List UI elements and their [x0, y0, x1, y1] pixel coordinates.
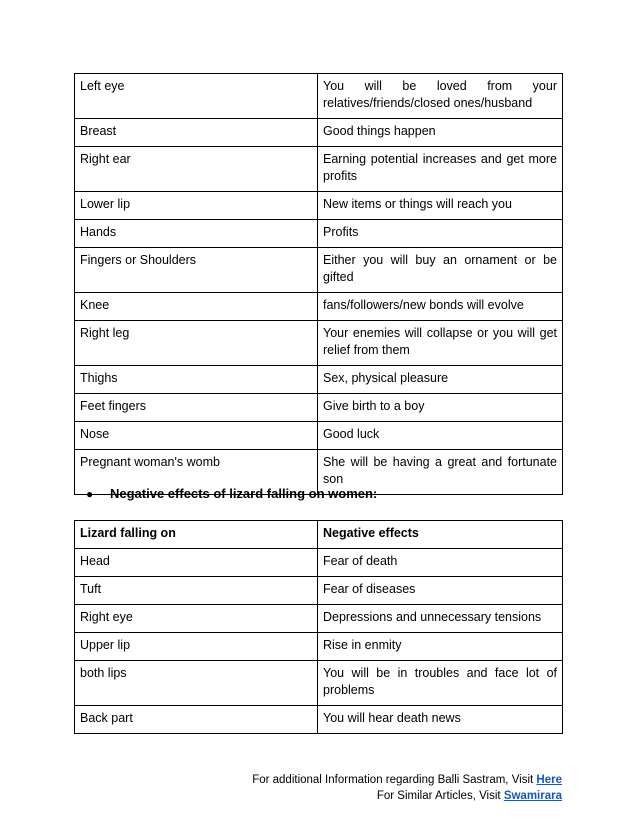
- column-header: Negative effects: [318, 521, 563, 549]
- effect-cell: She will be having a great and fortunate son: [318, 450, 563, 495]
- effect-cell: You will be in troubles and face lot of problems: [318, 661, 563, 706]
- footer-line-info: [252, 772, 562, 788]
- effect-cell: Sex, physical pleasure: [318, 366, 563, 394]
- table-row: [75, 706, 563, 734]
- effect-cell: Your enemies will collapse or you will get relief from them: [318, 321, 563, 366]
- effect-cell: Either you will buy an ornament or be gifted: [318, 248, 563, 293]
- effect-cell: New items or things will reach you: [318, 192, 563, 220]
- body-part-cell: Pregnant woman's womb: [75, 450, 318, 495]
- section-heading: [86, 485, 377, 503]
- body-part-cell: Hands: [75, 220, 318, 248]
- body-part-cell: Right eye: [75, 605, 318, 633]
- table-row: [75, 633, 563, 661]
- body-part-cell: Breast: [75, 119, 318, 147]
- effect-cell: Depressions and unnecessary tensions: [318, 605, 563, 633]
- body-part-cell: Fingers or Shoulders: [75, 248, 318, 293]
- here-link[interactable]: Here: [536, 774, 562, 786]
- footer: [252, 772, 562, 804]
- footer-articles-text: For Similar Articles, Visit: [376, 790, 504, 802]
- effect-cell: Rise in enmity: [318, 633, 563, 661]
- effect-cell: Give birth to a boy: [318, 394, 563, 422]
- body-part-cell: both lips: [75, 661, 318, 706]
- table-row: [75, 422, 563, 450]
- table-row: [75, 661, 563, 706]
- body-part-cell: Lower lip: [75, 192, 318, 220]
- table-row: [75, 394, 563, 422]
- effect-cell: Fear of diseases: [318, 577, 563, 605]
- body-part-cell: Thighs: [75, 366, 318, 394]
- table-row: [75, 321, 563, 366]
- body-part-cell: Left eye: [75, 74, 318, 119]
- effect-cell: Good things happen: [318, 119, 563, 147]
- body-part-cell: Right leg: [75, 321, 318, 366]
- table-row: [75, 74, 563, 119]
- section-heading-text: Negative effects of lizard falling on women:: [110, 486, 378, 501]
- body-part-cell: Knee: [75, 293, 318, 321]
- table-row: [75, 119, 563, 147]
- table-row: [75, 366, 563, 394]
- body-part-cell: Feet fingers: [75, 394, 318, 422]
- table-row: [75, 147, 563, 192]
- table-row: [75, 577, 563, 605]
- table-row: [75, 293, 563, 321]
- table-row: [75, 248, 563, 293]
- effect-cell: Fear of death: [318, 549, 563, 577]
- negative-effects-table: [74, 520, 563, 734]
- table-header-row: [75, 521, 563, 549]
- footer-line-articles: [252, 788, 562, 804]
- body-part-cell: Head: [75, 549, 318, 577]
- effect-cell: Earning potential increases and get more profits: [318, 147, 563, 192]
- table-row: [75, 220, 563, 248]
- effect-cell: You will hear death news: [318, 706, 563, 734]
- body-part-cell: Nose: [75, 422, 318, 450]
- effect-cell: Good luck: [318, 422, 563, 450]
- table-row: [75, 549, 563, 577]
- positive-effects-table: [74, 73, 563, 495]
- effect-cell: You will be loved from your relatives/friends/closed ones/husband: [318, 74, 563, 119]
- footer-info-text: For additional Information regarding Balli Sastram, Visit: [252, 774, 537, 786]
- table-row: [75, 605, 563, 633]
- effect-cell: Profits: [318, 220, 563, 248]
- bullet-icon: ●: [86, 487, 94, 501]
- body-part-cell: Tuft: [75, 577, 318, 605]
- effect-cell: fans/followers/new bonds will evolve: [318, 293, 563, 321]
- body-part-cell: Right ear: [75, 147, 318, 192]
- body-part-cell: Upper lip: [75, 633, 318, 661]
- table-row: [75, 192, 563, 220]
- column-header: Lizard falling on: [75, 521, 318, 549]
- swamirara-link[interactable]: Swamirara: [503, 790, 562, 802]
- body-part-cell: Back part: [75, 706, 318, 734]
